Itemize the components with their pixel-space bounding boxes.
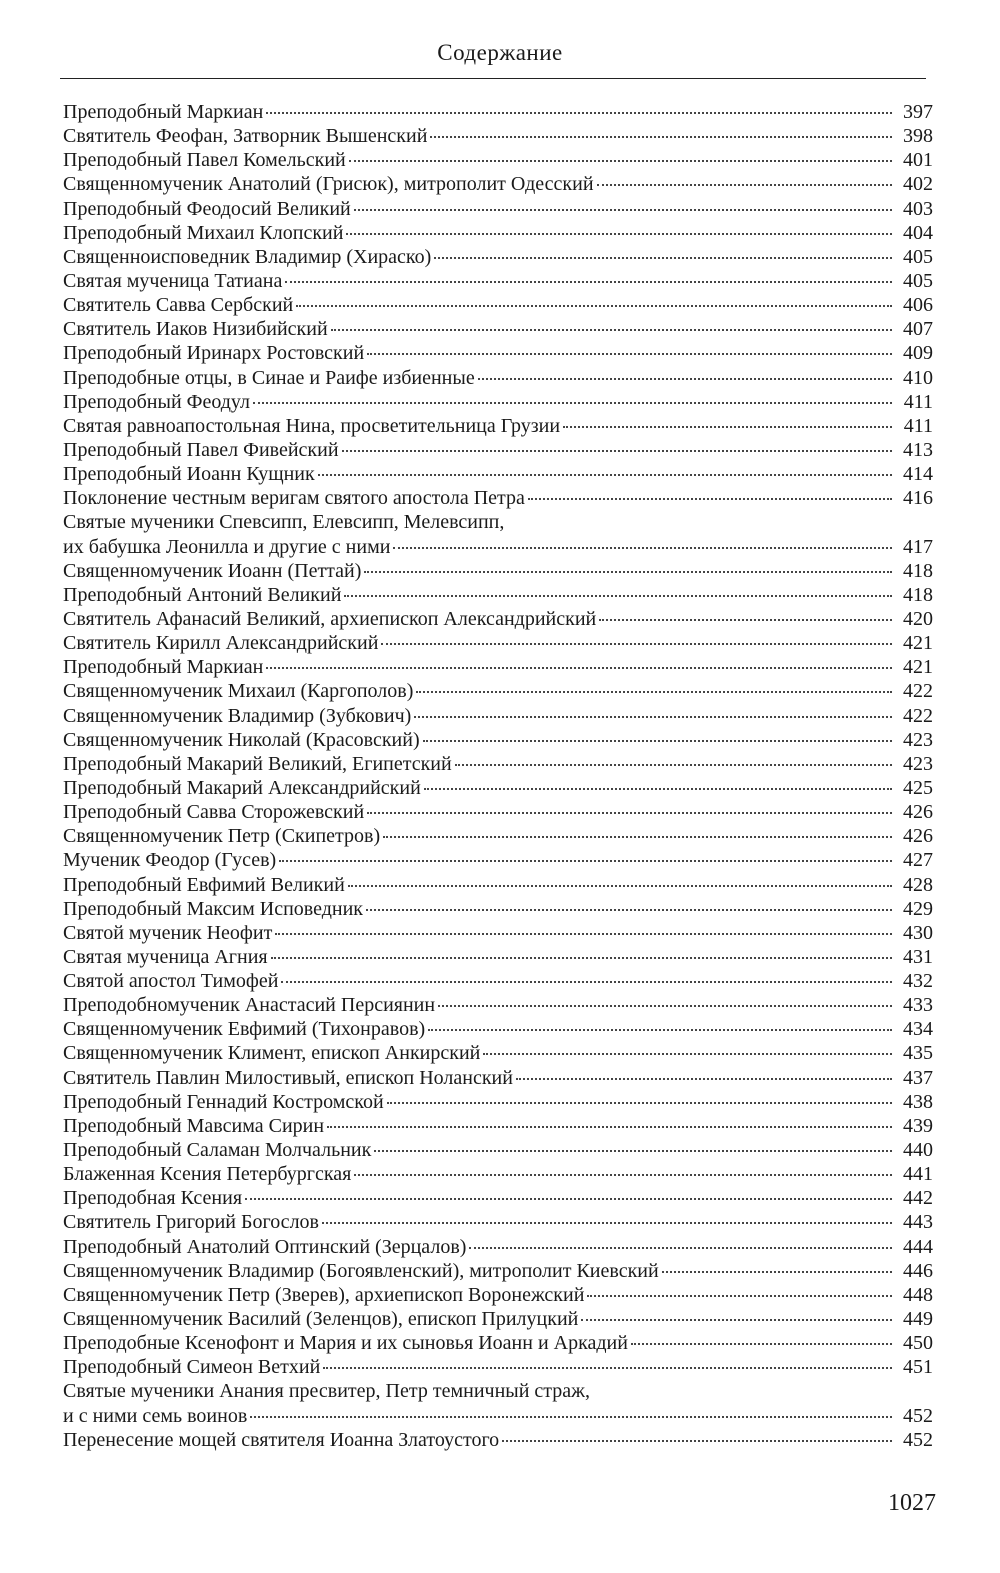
toc-entry-page: 411 [903,390,933,413]
toc-entry [63,148,933,172]
toc-entry [63,776,933,800]
toc-entry [63,728,933,752]
toc-entry-line [63,510,933,534]
toc-entry-page: 402 [903,173,933,196]
toc-entry-title-continuation: и с ними семь воинов [63,1404,248,1427]
toc-entry [63,1138,933,1162]
dot-leader [434,257,892,259]
dot-leader [266,112,892,114]
toc-entry [63,1186,933,1210]
dot-leader [581,1319,892,1321]
dot-leader [381,643,892,645]
dot-leader [516,1078,892,1080]
toc-entry-page: 423 [903,752,933,775]
toc-entry [63,1210,933,1234]
toc-entry-page: 421 [903,632,933,655]
toc-entry-title: Преподобный Макарий Великий, Египетский [63,752,452,775]
toc-entry-title: Священномученик Владимир (Зубкович) [63,704,412,727]
dot-leader [662,1271,892,1273]
toc-entry-title: Преподобный Маркиан [63,101,264,123]
toc-entry [63,1041,933,1065]
toc-entry-page: 410 [903,366,933,389]
dot-leader [483,1053,892,1055]
toc-entry [63,293,933,317]
dot-leader [563,426,892,428]
dot-leader [455,764,892,766]
dot-leader [387,1102,892,1104]
toc-entry-title: Святые мученики Спевсипп, Елевсипп, Мелевсипп, [63,511,505,534]
toc-entry [63,1090,933,1114]
dot-leader [318,474,892,476]
toc-entry [63,197,933,221]
toc-entry-page: 438 [903,1090,933,1113]
toc-entry-page: 432 [903,970,933,993]
toc-entry-page: 417 [903,535,933,558]
toc-entry-page: 435 [903,1042,933,1065]
toc-entry [63,969,933,993]
toc-entry [63,1235,933,1259]
toc-entry [63,1283,933,1307]
toc-entry-page: 433 [903,994,933,1017]
toc-entry-page: 404 [903,221,933,244]
toc-entry-page: 409 [903,342,933,365]
toc-entry [63,438,933,462]
dot-leader [342,450,892,452]
toc-entry-title: Преподобный Мавсима Сирин [63,1114,325,1137]
dot-leader [354,1174,892,1176]
toc-entry [63,172,933,196]
toc-entry-title: Святые мученики Анания пресвитер, Петр темничный страж, [63,1380,590,1403]
toc-entry [63,824,933,848]
header-rule [60,78,926,79]
toc-entry-title: Преподобный Саламан Молчальник [63,1139,372,1162]
toc-entry-title: Преподобный Михаил Клопский [63,221,344,244]
toc-entry [63,390,933,414]
toc-entry-title: Преподобный Феодул [63,390,251,413]
toc-entry-page: 451 [903,1356,933,1379]
toc-entry-page: 449 [903,1308,933,1331]
dot-leader [366,909,892,911]
toc-entry-title: Святой мученик Неофит [63,921,273,944]
toc-entry-title: Святая мученица Татиана [63,269,283,292]
toc-entry-page: 422 [903,680,933,703]
dot-leader [279,860,892,862]
dot-leader [266,667,892,669]
toc-entry-page: 439 [903,1114,933,1137]
dot-leader [250,1416,892,1418]
dot-leader [599,619,892,621]
dot-leader [245,1198,892,1200]
dot-leader [393,547,892,549]
dot-leader [348,885,892,887]
toc-entry [63,221,933,245]
toc-entry-page: 423 [903,728,933,751]
toc-entry-title: Святой апостол Тимофей [63,970,279,993]
toc-entry [63,873,933,897]
dot-leader [322,1222,892,1224]
toc-entry-page: 426 [903,801,933,824]
toc-entry [63,607,933,631]
toc-entry-page: 429 [903,897,933,920]
toc-entry-title: Святая мученица Агния [63,945,268,968]
toc-entry [63,462,933,486]
dot-leader [428,1029,892,1031]
dot-leader [528,498,892,500]
toc-entry-page: 422 [903,704,933,727]
dot-leader [597,184,892,186]
toc-entry [63,245,933,269]
toc-entry-title: Священномученик Василий (Зеленцов), епископ Прилуцкий [63,1308,579,1331]
toc-entry-page: 406 [903,294,933,317]
toc-entry-page: 426 [903,825,933,848]
toc-entry [63,1331,933,1355]
toc-entry-page: 401 [903,149,933,172]
dot-leader [383,836,892,838]
dot-leader [354,209,892,211]
toc-entry [63,486,933,510]
toc-entry [63,655,933,679]
toc-entry-title: Преподобные отцы, в Синае и Раифе избиенные [63,366,475,389]
toc-entry [63,269,933,293]
dot-leader [275,933,892,935]
toc-entry-title: Святитель Афанасий Великий, архиепископ Александрийский [63,607,597,630]
toc-entry-title: Священномученик Петр (Скипетров) [63,825,381,848]
dot-leader [285,281,892,283]
toc-entry [63,993,933,1017]
toc-entry-page: 407 [903,318,933,341]
toc-entry-title: Святитель Павлин Милостивый, епископ Ноланский [63,1066,513,1089]
dot-leader [367,812,892,814]
dot-leader [296,305,892,307]
toc-entry-title: Преподобный Иоанн Кущник [63,463,315,486]
toc-entry [63,921,933,945]
toc-entry [63,848,933,872]
toc-entry-title: Преподобный Евфимий Великий [63,873,345,896]
toc-entry-title: Преподобный Максим Исповедник [63,897,364,920]
toc-entry [63,1259,933,1283]
toc-entry-title: Святитель Феофан, Затворник Вышенский [63,125,428,148]
toc-entry [63,414,933,438]
toc-entry-title: Священномученик Михаил (Каргополов) [63,680,414,703]
toc-entry-title: Священномученик Петр (Зверев), архиепископ Воронежский [63,1283,585,1306]
toc-entry-title: Преподобная Ксения [63,1187,243,1210]
toc-entry-page: 413 [903,438,933,461]
toc-entry-page: 405 [903,245,933,268]
toc-entry [63,1017,933,1041]
toc-entry [63,800,933,824]
dot-leader [367,353,892,355]
toc-entry [63,631,933,655]
toc-entry-title: Святитель Иаков Низибийский [63,318,328,341]
toc-entry-page: 442 [903,1187,933,1210]
dot-leader [416,691,892,693]
toc-entry-page: 450 [903,1332,933,1355]
toc-entry-title-continuation: их бабушка Леонилла и другие с ними [63,535,391,558]
toc-entry-line [63,1379,933,1403]
toc-entry-title: Священномученик Иоанн (Петтай) [63,559,362,582]
toc-entry-page: 418 [903,583,933,606]
toc-entry-title: Преподобный Маркиан [63,656,264,679]
toc-entry [63,897,933,921]
toc-entry-title: Перенесение мощей святителя Иоанна Златоустого [63,1428,500,1451]
dot-leader [346,233,892,235]
toc-entry-title: Священноисповедник Владимир (Хираско) [63,245,432,268]
toc-entry-page: 414 [903,463,933,486]
toc-entry [63,583,933,607]
toc-entry-page: 418 [903,559,933,582]
toc-entry-page: 398 [903,125,933,148]
toc-entry [63,945,933,969]
toc-entry-title: Блаженная Ксения Петербургская [63,1163,352,1186]
dot-leader [430,136,892,138]
toc-entry-title: Преподобномученик Анастасий Персиянин [63,994,436,1017]
running-header: Содержание [437,40,563,65]
toc-entry [63,1404,933,1428]
toc-entry [63,679,933,703]
toc-entry [63,124,933,148]
toc-entry-title: Мученик Феодор (Гусев) [63,849,277,872]
toc-entry [63,704,933,728]
toc-entry-title: Преподобный Макарий Александрийский [63,776,421,799]
toc-entry-title: Преподобный Феодосий Великий [63,197,351,220]
dot-leader [469,1247,892,1249]
toc-entry-title: Священномученик Николай (Красовский) [63,728,420,751]
dot-leader [502,1440,892,1442]
toc-entry-page: 443 [903,1211,933,1234]
toc-entry-page: 441 [903,1163,933,1186]
toc-entry-page: 452 [903,1428,933,1451]
toc-entry-title: Святая равноапостольная Нина, просветительница Грузии [63,414,561,437]
dot-leader [424,788,892,790]
dot-leader [281,981,892,983]
toc-entry [63,1066,933,1090]
toc-entry-page: 444 [903,1235,933,1258]
toc-entry [63,1114,933,1138]
dot-leader [414,716,892,718]
toc-entry [63,1162,933,1186]
toc-entry-title: Священномученик Владимир (Богоявленский), митрополит Киевский [63,1259,659,1282]
toc-entry-title: Святитель Кирилл Александрийский [63,632,379,655]
toc-entry-page: 430 [903,921,933,944]
toc-entry-title: Преподобный Антоний Великий [63,583,342,606]
toc-entry [63,1307,933,1331]
toc-entry-title: Преподобный Симеон Ветхий [63,1356,321,1379]
dot-leader [374,1150,892,1152]
toc-entry-page: 425 [903,776,933,799]
toc-entry-title: Преподобный Анатолий Оптинский (Зерцалов) [63,1235,467,1258]
toc-entry-page: 434 [903,1018,933,1041]
toc-entry-page: 446 [903,1259,933,1282]
dot-leader [271,957,892,959]
toc-entry-page: 397 [903,101,933,123]
toc-entry-title: Преподобный Павел Фивейский [63,438,339,461]
toc-entry-page: 416 [903,487,933,510]
toc-entry-page: 437 [903,1066,933,1089]
dot-leader [331,329,892,331]
toc-entry-title: Святитель Савва Сербский [63,294,294,317]
toc-entry-page: 431 [903,945,933,968]
toc-entry-title: Священномученик Анатолий (Грисюк), митрополит Одесский [63,173,594,196]
dot-leader [253,402,892,404]
toc-entry-title: Преподобный Савва Сторожевский [63,801,365,824]
toc-entry-page: 428 [903,873,933,896]
dot-leader [323,1367,892,1369]
toc-entry-page: 405 [903,269,933,292]
toc-entry-page: 403 [903,197,933,220]
dot-leader [438,1005,892,1007]
toc-entry [63,1355,933,1379]
toc-entry-page: 440 [903,1139,933,1162]
dot-leader [327,1126,892,1128]
toc-entry [63,317,933,341]
toc-entry [63,1428,933,1452]
toc-entry-page: 452 [903,1404,933,1427]
dot-leader [478,378,892,380]
dot-leader [349,160,892,162]
toc-entry-page: 427 [903,849,933,872]
dot-leader [423,740,892,742]
toc-entry [63,535,933,559]
toc-entry [63,100,933,124]
toc-entry [63,366,933,390]
toc-entry-page: 421 [903,656,933,679]
dot-leader [587,1295,892,1297]
toc-entry-page: 411 [903,414,933,437]
page-number: 1027 [888,1490,936,1516]
toc-entry-title: Святитель Григорий Богослов [63,1211,319,1234]
toc-entry [63,341,933,365]
dot-leader [364,571,892,573]
toc-entry-title: Поклонение честным веригам святого апостола Петра [63,487,525,510]
dot-leader [344,595,892,597]
toc-entry-title: Преподобный Геннадий Костромской [63,1090,384,1113]
toc-entry-title: Преподобный Иринарх Ростовский [63,342,365,365]
dot-leader [631,1343,892,1345]
toc-entry-title: Преподобный Павел Комельский [63,149,346,172]
toc-entry [63,559,933,583]
toc-entry [63,752,933,776]
toc-entry-title: Священномученик Климент, епископ Анкирский [63,1042,481,1065]
toc-entry-title: Преподобные Ксенофонт и Мария и их сыновья Иоанн и Аркадий [63,1332,628,1355]
toc-entry-page: 420 [903,607,933,630]
toc-entry-title: Священномученик Евфимий (Тихонравов) [63,1018,426,1041]
table-of-contents [63,100,933,1452]
toc-entry-page: 448 [903,1283,933,1306]
